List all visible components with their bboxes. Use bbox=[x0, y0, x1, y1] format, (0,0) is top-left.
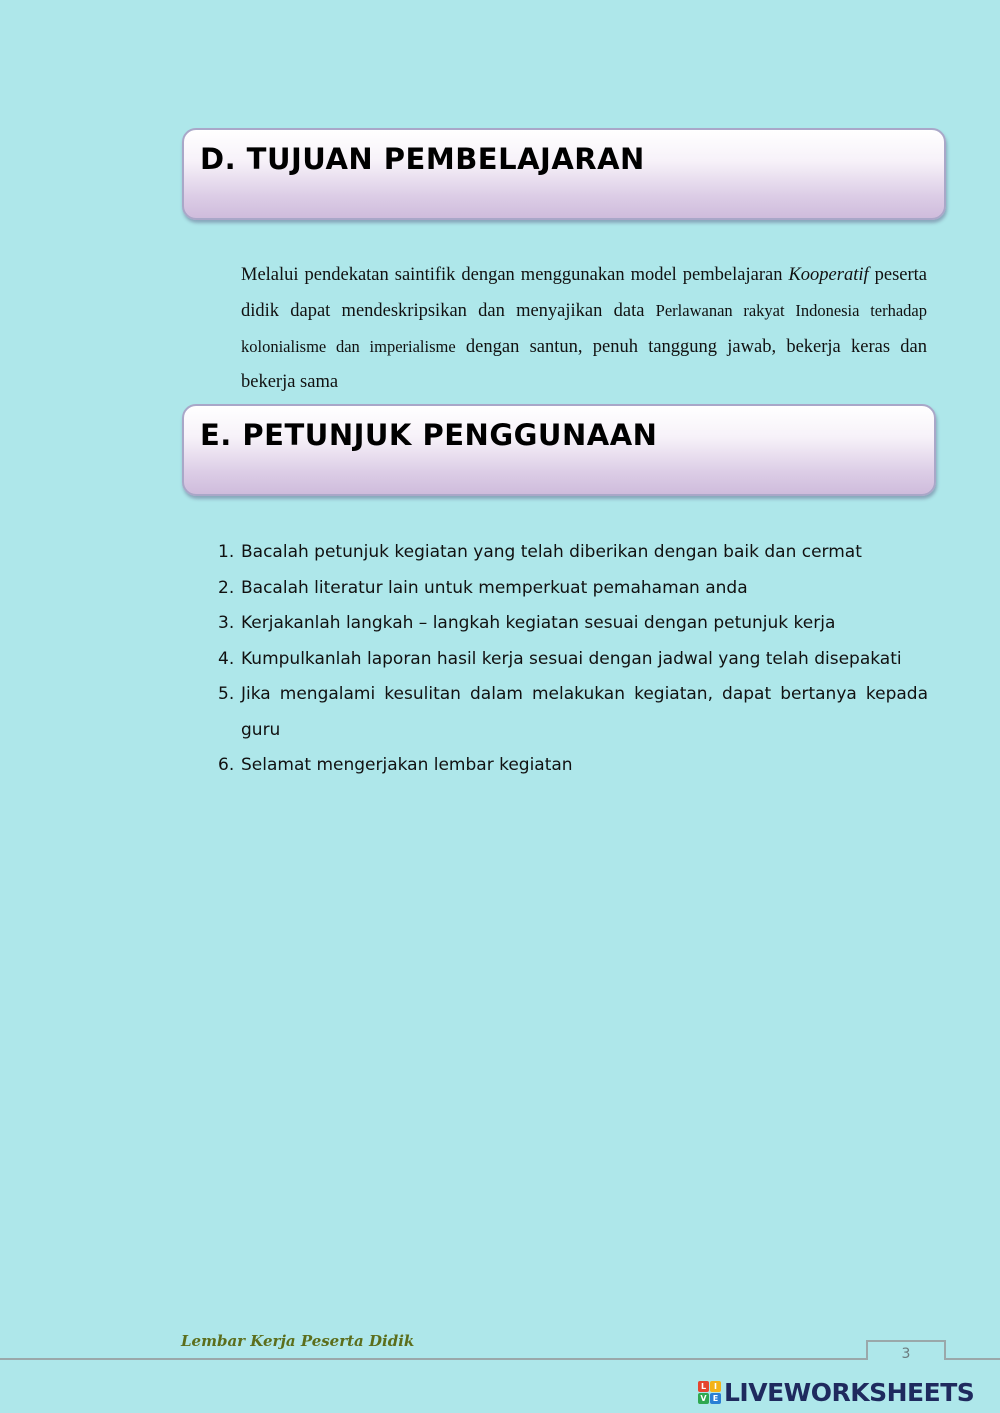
logo-tile: I bbox=[710, 1381, 721, 1392]
footer-divider-right bbox=[946, 1358, 1000, 1360]
list-item-number: 4. bbox=[218, 648, 235, 669]
list-item-text: Kerjakanlah langkah – langkah kegiatan sesuai dengan petunjuk kerja bbox=[241, 613, 836, 633]
list-item bbox=[218, 677, 928, 748]
liveworksheets-logo-icon bbox=[698, 1381, 721, 1404]
footer-title: Lembar Kerja Peserta Didik bbox=[181, 1332, 415, 1350]
list-item-text: Bacalah literatur lain untuk memperkuat pemahaman anda bbox=[241, 577, 748, 598]
footer-divider bbox=[0, 1358, 866, 1360]
paragraph-text-1: Melalui pendekatan saintifik dengan menggunakan model pembelajaran bbox=[241, 265, 789, 285]
liveworksheets-text: LIVEWORKSHEETS bbox=[724, 1378, 975, 1407]
section-e-title: E. PETUNJUK PENGGUNAAN bbox=[200, 418, 658, 452]
list-item bbox=[218, 571, 928, 607]
list-item-number: 6. bbox=[218, 755, 235, 775]
list-item bbox=[218, 606, 928, 642]
list-item-text: Jika mengalami kesulitan dalam melakukan kegiatan, dapat bertanya kepada guru bbox=[241, 684, 928, 740]
logo-tile: V bbox=[698, 1393, 709, 1404]
paragraph-text-3: dengan santun, penuh tanggung jawab, bekerja keras dan bekerja sama bbox=[241, 337, 927, 392]
logo-tile: L bbox=[698, 1381, 709, 1392]
list-item bbox=[218, 748, 928, 784]
instructions-list bbox=[218, 535, 928, 784]
logo-tile: E bbox=[710, 1393, 721, 1404]
list-item-text: Bacalah petunjuk kegiatan yang telah diberikan dengan baik dan cermat bbox=[241, 542, 862, 562]
list-item-text: Selamat mengerjakan lembar kegiatan bbox=[241, 755, 573, 775]
list-item-number: 5. bbox=[218, 684, 235, 704]
list-item bbox=[218, 642, 928, 678]
section-d-title: D. TUJUAN PEMBELAJARAN bbox=[200, 142, 645, 176]
list-item-number: 1. bbox=[218, 542, 235, 562]
list-item-text: Kumpulkanlah laporan hasil kerja sesuai dengan jadwal yang telah disepakati bbox=[241, 648, 902, 669]
paragraph-text-2: peserta didik dapat mendeskripsikan dan menyajikan data bbox=[241, 265, 928, 321]
paragraph-topic-text: Perlawanan rakyat Indonesia terhadap kolonialisme dan imperialisme bbox=[241, 301, 927, 356]
liveworksheets-watermark[interactable] bbox=[698, 1378, 974, 1407]
page-number: 3 bbox=[866, 1340, 946, 1360]
list-item-number: 2. bbox=[218, 577, 235, 598]
list-item bbox=[218, 535, 928, 571]
list-item-number: 3. bbox=[218, 613, 235, 633]
learning-objective-paragraph bbox=[241, 258, 927, 400]
paragraph-italic-model: Kooperatif bbox=[788, 265, 869, 285]
section-e-banner bbox=[182, 404, 936, 496]
section-d-banner bbox=[182, 128, 946, 220]
